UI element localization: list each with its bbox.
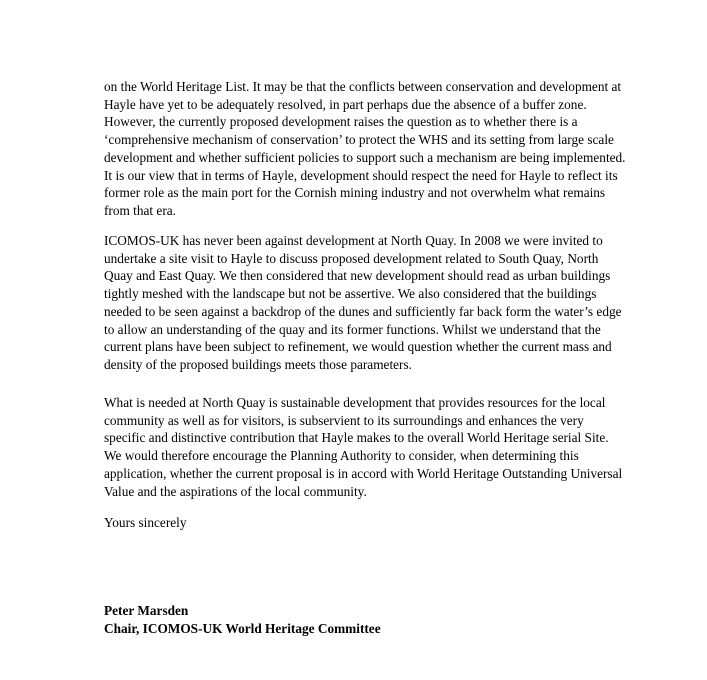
text-line: ICOMOS-UK has never been against development at North Quay. In 2008 we were invited to	[104, 233, 603, 248]
text-line: on the World Heritage List. It may be that the conflicts between conservation and development at	[104, 79, 622, 94]
text-line: current plans have been subject to refinement, we would question whether the current mass and	[104, 339, 612, 355]
letter-closing: Yours sincerely	[104, 515, 187, 530]
text-line: We would therefore encourage the Planning Authority to consider, when determining this	[104, 448, 579, 464]
text-line: Quay and East Quay. We then considered that new development should read as urban buildings	[104, 268, 611, 284]
text-line: former role as the main port for the Cornish mining industry and not overwhelm what remains	[104, 185, 606, 201]
signature-name: Peter Marsden	[104, 603, 189, 618]
text-line: application, whether the current proposal is in accord with World Heritage Outstanding Universal	[104, 465, 623, 481]
text-line: What is needed at North Quay is sustainable development that provides resources for the local	[104, 395, 606, 410]
text-line: needed to be seen against a backdrop of the dunes and sufficiently far back form the water’s edge	[104, 303, 622, 319]
text-line: density of the proposed buildings meets those parameters.	[104, 356, 412, 372]
text-line: specific and distinctive contribution that Hayle makes to the overall World Heritage serial Site.	[104, 430, 609, 446]
text-line: tightly meshed with the landscape but not be assertive. We also considered that the buildings	[104, 286, 597, 302]
text-line: community as well as for visitors, is subservient to its surroundings and enhances the very	[104, 412, 584, 428]
letter-paragraph-2	[104, 232, 639, 374]
letter-paragraph-3	[104, 394, 639, 500]
text-line: ‘comprehensive mechanism of conservation’ to protect the WHS and its setting from large scale	[104, 132, 614, 148]
signature-title: Chair, ICOMOS-UK World Heritage Committee	[104, 621, 381, 636]
text-line: to allow an understanding of the quay and its former functions. Whilst we understand that the	[104, 321, 601, 337]
text-line: from that era.	[104, 202, 176, 218]
text-line: Hayle have yet to be adequately resolved, in part perhaps due the absence of a buffer zone.	[104, 96, 587, 112]
letter-paragraph-1	[104, 78, 639, 220]
text-line: It is our view that in terms of Hayle, development should respect the need for Hayle to reflect its	[104, 167, 618, 183]
text-line: Value and the aspirations of the local community.	[104, 483, 367, 499]
signature-block	[104, 602, 639, 638]
text-line: undertake a site visit to Hayle to discuss proposed development related to South Quay, North	[104, 250, 599, 266]
text-line: development and whether sufficient policies to support such a mechanism are being implemented.	[104, 149, 626, 165]
text-line: However, the currently proposed development raises the question as to whether there is a	[104, 114, 578, 130]
